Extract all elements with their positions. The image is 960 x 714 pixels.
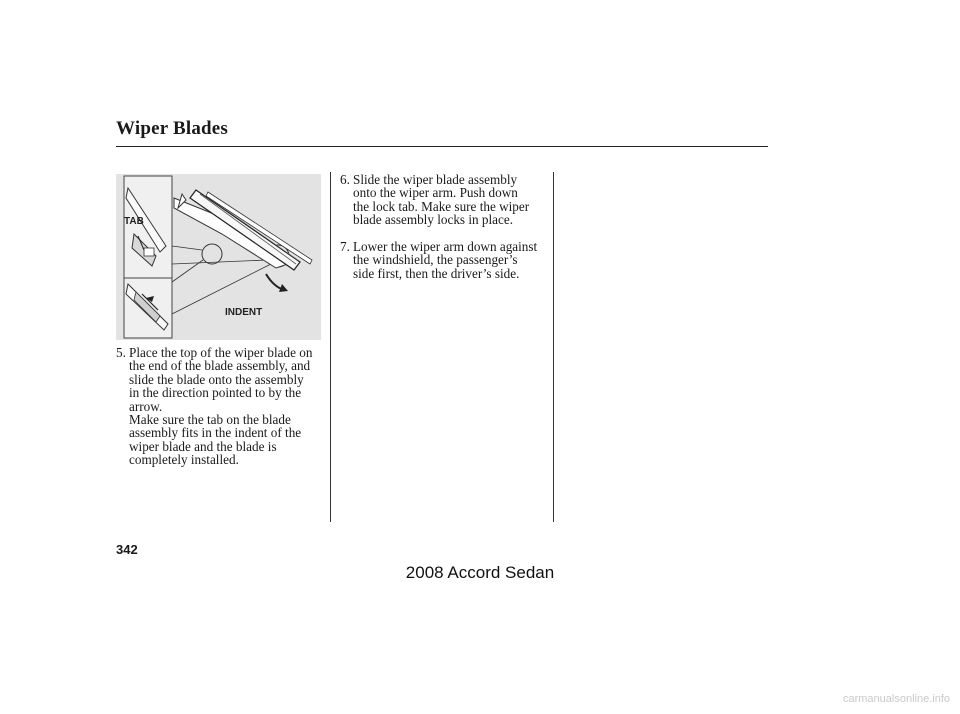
step-number: 5. [116, 345, 126, 360]
step-line: blade assembly locks in place. [353, 212, 514, 228]
step-line: Make sure the tab on the blade [129, 412, 291, 428]
step-line: Place the top of the wiper blade on [129, 345, 313, 360]
step-line: the end of the blade assembly, and [129, 358, 311, 374]
step-line: in the direction pointed to by the [129, 385, 302, 401]
step-line: completely installed. [129, 452, 239, 468]
page-title: Wiper Blades [116, 118, 229, 139]
step-line: Slide the wiper blade assembly [353, 172, 518, 187]
vehicle-model-caption: 2008 Accord Sedan [405, 563, 555, 582]
step-text [353, 173, 550, 227]
column-divider-left [330, 172, 331, 522]
step-line: slide the blade onto the assembly [129, 371, 304, 387]
step-line: the windshield, the passenger’s [353, 252, 518, 268]
watermark: carmanualsonline.info [842, 693, 950, 705]
step-line: Lower the wiper arm down against [353, 239, 538, 254]
wiper-blade-illustration [116, 174, 321, 340]
step-line: onto the wiper arm. Push down [353, 185, 518, 201]
step-line: the lock tab. Make sure the wiper [353, 198, 530, 214]
step-number: 7. [340, 239, 350, 254]
step-line: side first, then the driver’s side. [353, 265, 520, 281]
step-6 [340, 173, 550, 227]
step-5 [116, 346, 326, 467]
step-line: arrow. [129, 398, 163, 414]
column-divider-right [553, 172, 554, 522]
step-text [129, 346, 326, 467]
step-text [353, 240, 550, 280]
tab-callout-label: TAB [124, 216, 144, 227]
indent-callout-label: INDENT [225, 307, 263, 318]
wiper-blade-drawing [116, 174, 321, 340]
page-number: 342 [116, 542, 138, 557]
step-number: 6. [340, 172, 350, 187]
step-7 [340, 240, 550, 280]
step-line: assembly fits in the indent of the [129, 425, 302, 441]
title-divider [116, 146, 768, 147]
step-line: wiper blade and the blade is [129, 438, 277, 454]
